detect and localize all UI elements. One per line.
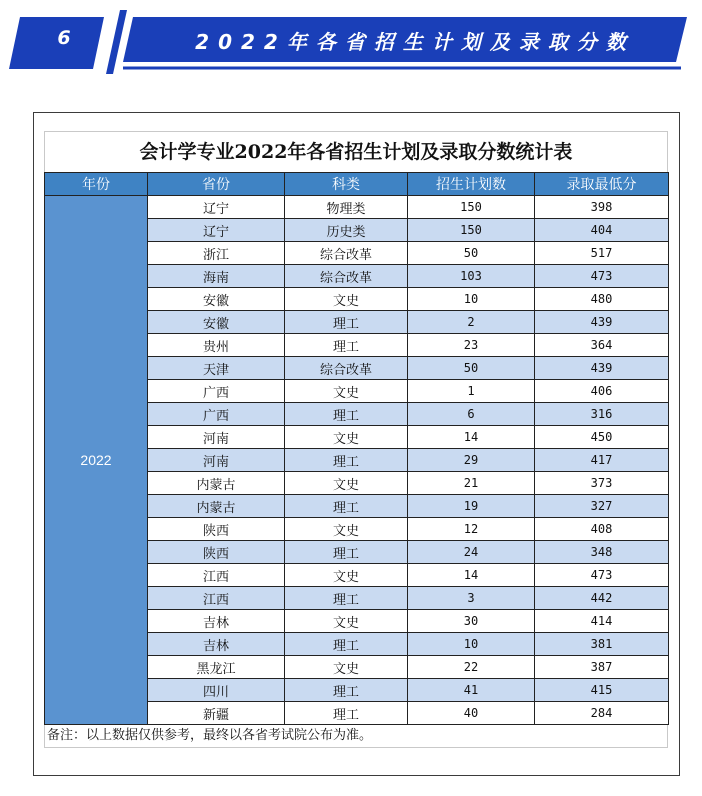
province-cell: 广西 [148, 403, 285, 426]
plan-cell: 24 [408, 541, 535, 564]
plan-cell: 23 [408, 334, 535, 357]
category-cell: 综合改革 [285, 242, 408, 265]
province-cell: 新疆 [148, 702, 285, 725]
min-score-cell: 284 [535, 702, 669, 725]
min-score-cell: 415 [535, 679, 669, 702]
province-cell: 海南 [148, 265, 285, 288]
category-cell: 综合改革 [285, 357, 408, 380]
min-score-cell: 364 [535, 334, 669, 357]
province-cell: 辽宁 [148, 219, 285, 242]
province-cell: 江西 [148, 587, 285, 610]
category-cell: 理工 [285, 311, 408, 334]
category-cell: 理工 [285, 403, 408, 426]
province-cell: 辽宁 [148, 196, 285, 219]
min-score-cell: 381 [535, 633, 669, 656]
province-cell: 天津 [148, 357, 285, 380]
score-table [44, 172, 669, 725]
plan-cell: 50 [408, 357, 535, 380]
category-cell: 理工 [285, 587, 408, 610]
header-min-score: 录取最低分 [535, 173, 669, 196]
category-cell: 理工 [285, 541, 408, 564]
plan-cell: 10 [408, 633, 535, 656]
plan-cell: 12 [408, 518, 535, 541]
plan-cell: 2 [408, 311, 535, 334]
province-cell: 河南 [148, 426, 285, 449]
plan-cell: 30 [408, 610, 535, 633]
min-score-cell: 473 [535, 265, 669, 288]
plan-cell: 1 [408, 380, 535, 403]
page-banner [0, 0, 702, 80]
min-score-cell: 404 [535, 219, 669, 242]
province-cell: 陕西 [148, 518, 285, 541]
plan-cell: 41 [408, 679, 535, 702]
province-cell: 四川 [148, 679, 285, 702]
category-cell: 文史 [285, 426, 408, 449]
min-score-cell: 408 [535, 518, 669, 541]
plan-cell: 150 [408, 196, 535, 219]
min-score-cell: 417 [535, 449, 669, 472]
category-cell: 文史 [285, 518, 408, 541]
category-cell: 理工 [285, 702, 408, 725]
province-cell: 吉林 [148, 610, 285, 633]
plan-cell: 29 [408, 449, 535, 472]
plan-cell: 103 [408, 265, 535, 288]
province-cell: 内蒙古 [148, 495, 285, 518]
table-row [45, 196, 669, 219]
province-cell: 贵州 [148, 334, 285, 357]
footnote: 备注：以上数据仅供参考，最终以各省考试院公布为准。 [44, 725, 668, 748]
province-cell: 黑龙江 [148, 656, 285, 679]
min-score-cell: 406 [535, 380, 669, 403]
category-cell: 文史 [285, 472, 408, 495]
plan-cell: 19 [408, 495, 535, 518]
min-score-cell: 327 [535, 495, 669, 518]
category-cell: 文史 [285, 564, 408, 587]
min-score-cell: 450 [535, 426, 669, 449]
min-score-cell: 398 [535, 196, 669, 219]
plan-cell: 50 [408, 242, 535, 265]
plan-cell: 14 [408, 564, 535, 587]
plan-cell: 14 [408, 426, 535, 449]
min-score-cell: 348 [535, 541, 669, 564]
category-cell: 理工 [285, 449, 408, 472]
min-score-cell: 373 [535, 472, 669, 495]
province-cell: 江西 [148, 564, 285, 587]
category-cell: 理工 [285, 679, 408, 702]
banner-title: 2022年各省招生计划及录取分数 [195, 30, 635, 54]
plan-cell: 40 [408, 702, 535, 725]
category-cell: 理工 [285, 633, 408, 656]
province-cell: 安徽 [148, 288, 285, 311]
plan-cell: 150 [408, 219, 535, 242]
year-cell: 2022 [45, 196, 148, 725]
province-cell: 河南 [148, 449, 285, 472]
plan-cell: 21 [408, 472, 535, 495]
min-score-cell: 316 [535, 403, 669, 426]
min-score-cell: 414 [535, 610, 669, 633]
plan-cell: 22 [408, 656, 535, 679]
table-header-row [45, 173, 669, 196]
min-score-cell: 439 [535, 357, 669, 380]
table-body [45, 196, 669, 725]
category-cell: 文史 [285, 656, 408, 679]
score-sheet [44, 131, 668, 748]
page-number: 6 [57, 27, 71, 49]
category-cell: 理工 [285, 495, 408, 518]
banner-divider-stripe [106, 10, 127, 74]
province-cell: 陕西 [148, 541, 285, 564]
min-score-cell: 442 [535, 587, 669, 610]
province-cell: 吉林 [148, 633, 285, 656]
province-cell: 浙江 [148, 242, 285, 265]
category-cell: 物理类 [285, 196, 408, 219]
min-score-cell: 387 [535, 656, 669, 679]
category-cell: 文史 [285, 610, 408, 633]
header-province: 省份 [148, 173, 285, 196]
min-score-cell: 517 [535, 242, 669, 265]
header-plan: 招生计划数 [408, 173, 535, 196]
category-cell: 理工 [285, 334, 408, 357]
province-cell: 广西 [148, 380, 285, 403]
province-cell: 内蒙古 [148, 472, 285, 495]
category-cell: 文史 [285, 288, 408, 311]
plan-cell: 3 [408, 587, 535, 610]
min-score-cell: 480 [535, 288, 669, 311]
table-title: 会计学专业2022年各省招生计划及录取分数统计表 [44, 131, 668, 172]
province-cell: 安徽 [148, 311, 285, 334]
header-year: 年份 [45, 173, 148, 196]
plan-cell: 10 [408, 288, 535, 311]
min-score-cell: 439 [535, 311, 669, 334]
category-cell: 历史类 [285, 219, 408, 242]
header-category: 科类 [285, 173, 408, 196]
category-cell: 文史 [285, 380, 408, 403]
category-cell: 综合改革 [285, 265, 408, 288]
min-score-cell: 473 [535, 564, 669, 587]
plan-cell: 6 [408, 403, 535, 426]
